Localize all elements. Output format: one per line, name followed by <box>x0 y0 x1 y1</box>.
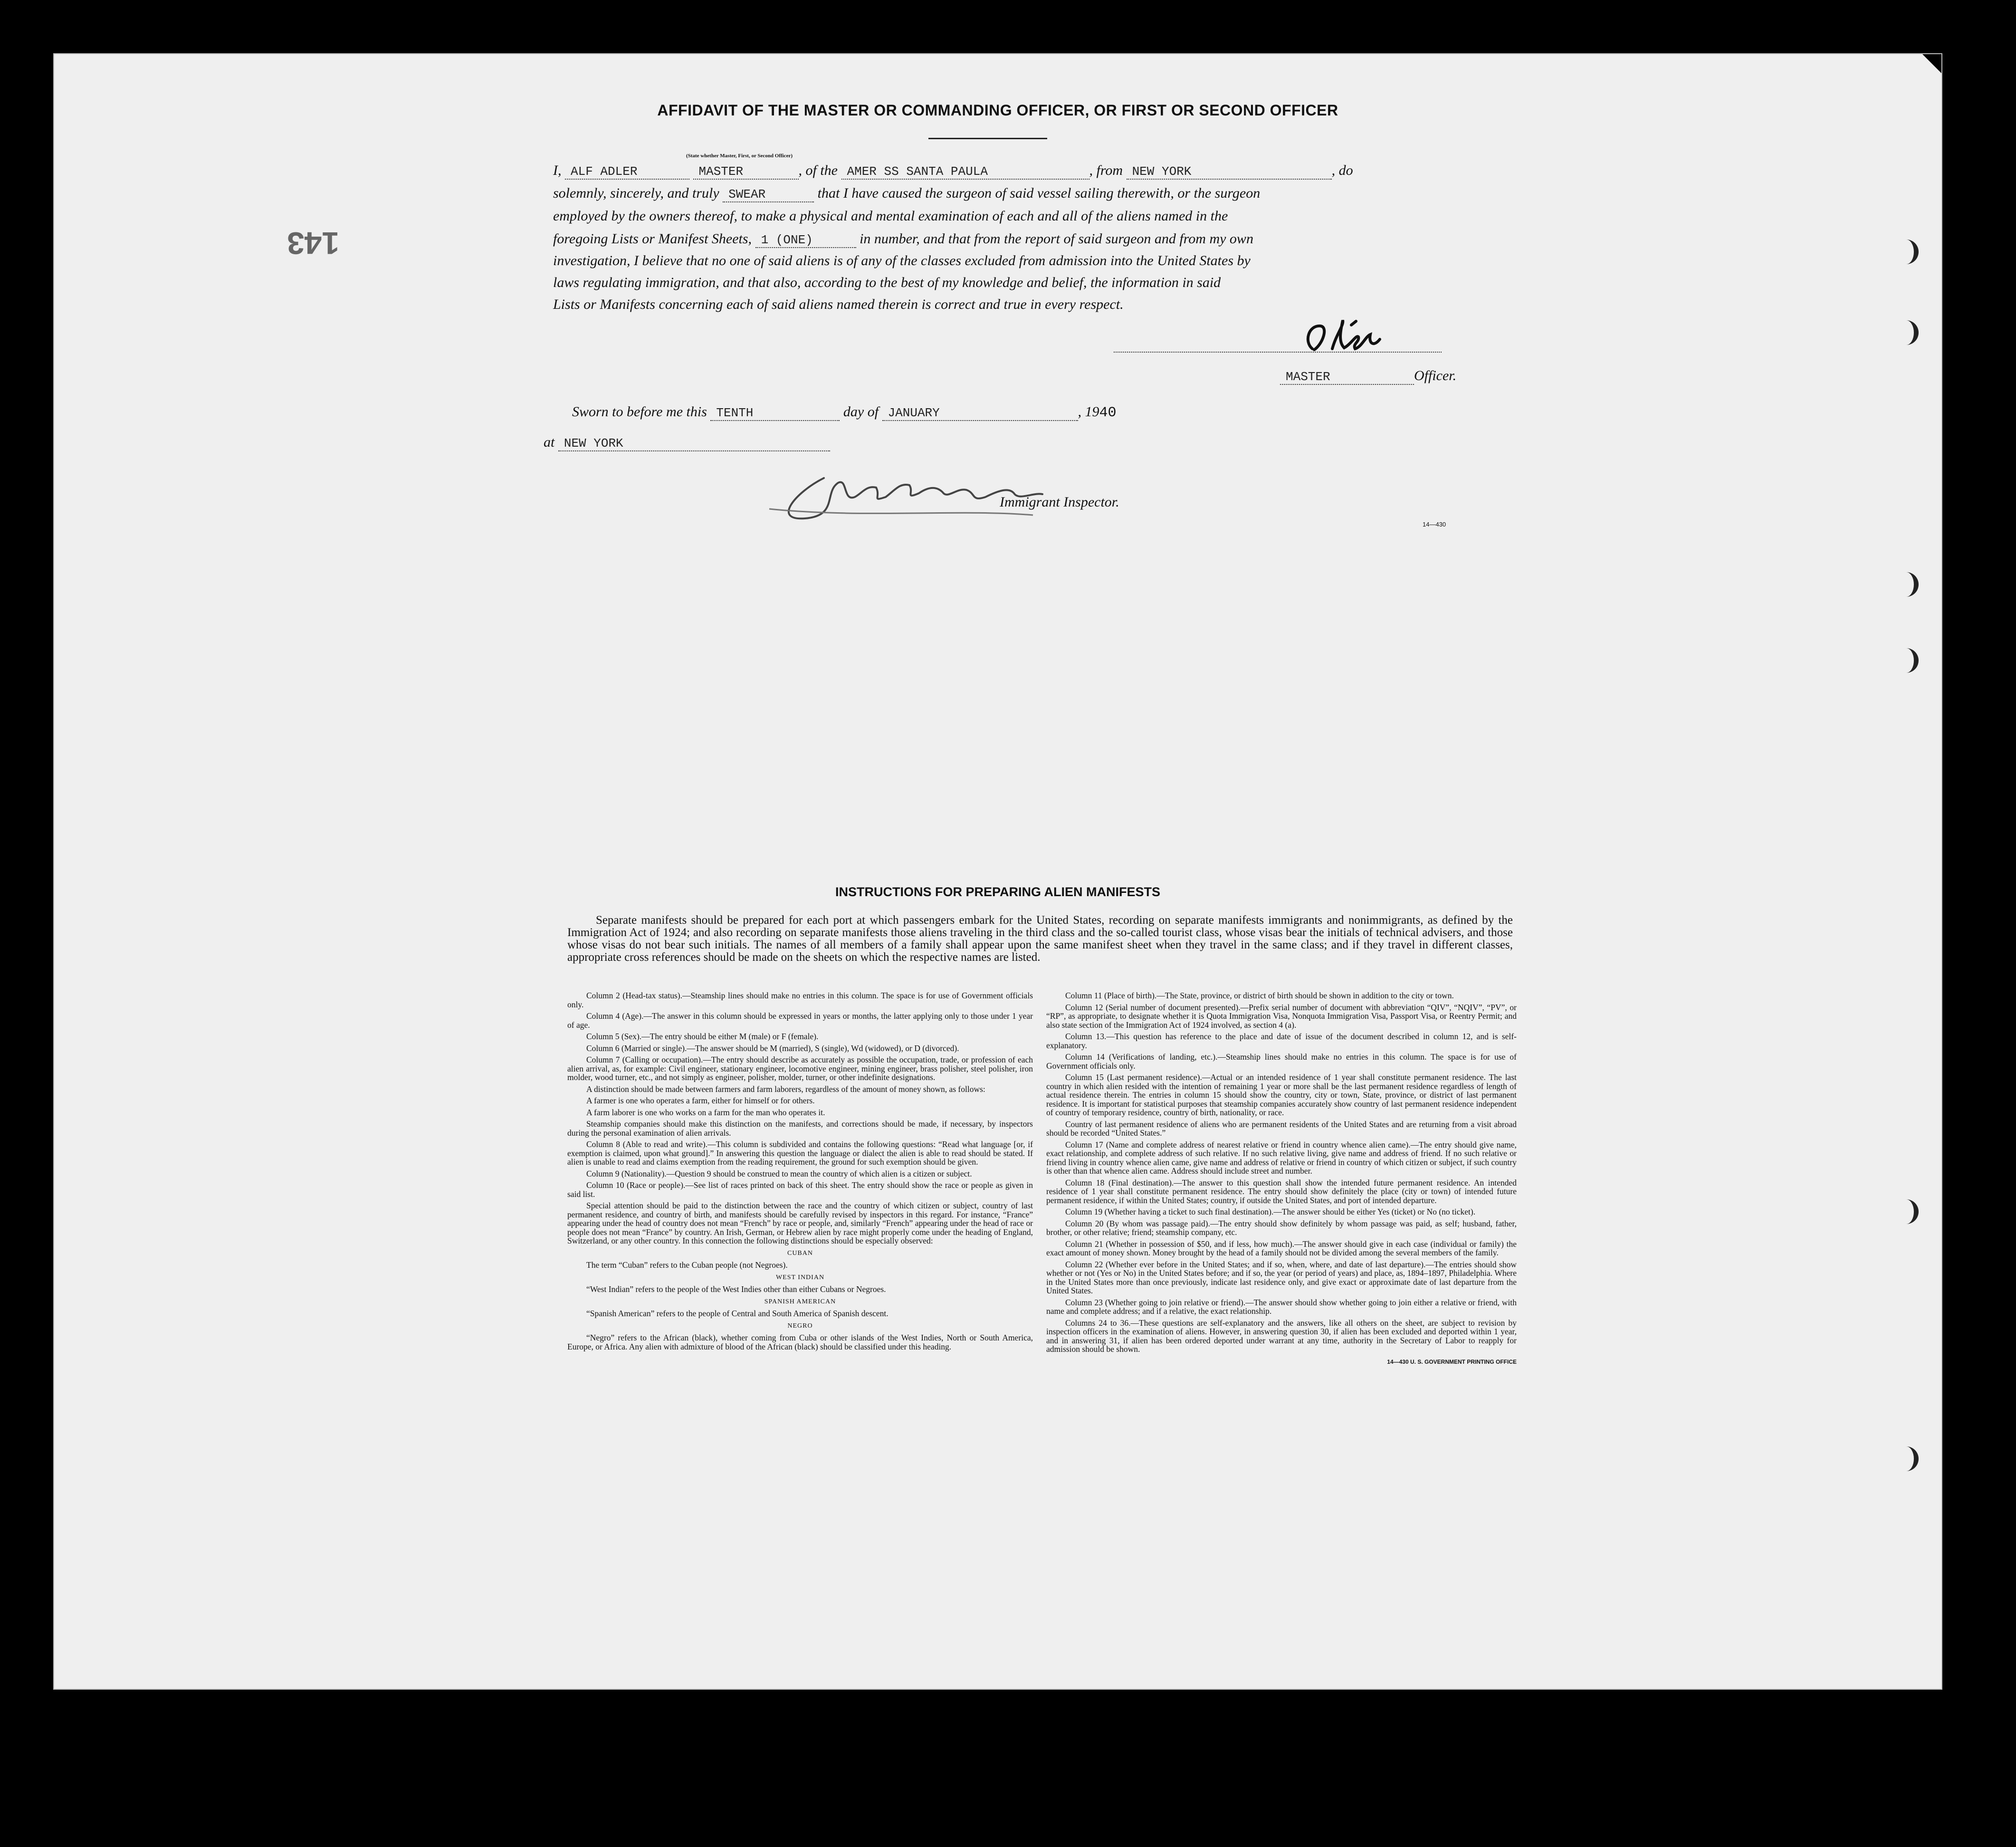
west-indian-definition: “West Indian” refers to the people of the West Indies other than either Cubans or Negroes. <box>586 1284 886 1294</box>
instruction-paragraph: Column 23 (Whether going to join relative or friend).—The answer should show whether going to join either a relative or friend, with name and complete address; and if a relative, the exact relationship. <box>1046 1297 1517 1316</box>
instruction-paragraph: Column 6 (Married or single).—The answer should be M (married), S (single), Wd (widowed), or D (divorced). <box>586 1043 959 1053</box>
affidavit-line-1 <box>553 153 1353 180</box>
inspector-label: Immigrant Inspector. <box>1000 494 1119 510</box>
west-indian-heading: WEST INDIAN <box>775 1273 825 1281</box>
instructions-title: INSTRUCTIONS FOR PREPARING ALIEN MANIFESTS <box>835 885 1161 899</box>
instruction-paragraph: Column 21 (Whether in possession of $50, and if less, how much).—The answer should give in each case (individual or family) the exact amount of money shown. Money brought by the head of a family should not be divided among the several members of the family. <box>1046 1239 1517 1257</box>
affidavit-text-3: in number, and that from the report of said surgeon and from my own <box>860 231 1253 247</box>
binding-hole-mark <box>1898 1199 1919 1224</box>
solemnly-label: solemnly, sincerely, and truly <box>553 185 719 201</box>
instruction-paragraph: Column 15 (Last permanent residence).—Actual or an intended residence of 1 year shall constitute permanent residence. The last country in which alien resided with the intention of remaining 1 year or more shall be the last permanent residence regardless of length of actual residence therein. The entries in column 15 should show the country, city or town, State, province, or district of last permanent residence. It is important for statistical purposes that steamship companies accurately show country of last permanent residence independent of country of temporary residence, country of birth, nationality, or race. <box>1046 1072 1517 1117</box>
binding-hole-mark <box>1898 1446 1919 1471</box>
folded-corner <box>1922 54 1941 73</box>
place-field: NEW YORK <box>558 436 830 451</box>
sheet-stamp-number: 143 <box>287 226 340 261</box>
affidavit-line-4 <box>553 231 1253 248</box>
officer-label: Officer. <box>1414 368 1457 383</box>
year-prefix: , 19 <box>1078 404 1099 420</box>
instruction-paragraph: Column 13.—This question has reference to the place and date of issue of the document described in column 12, and is self-explanatory. <box>1046 1032 1517 1050</box>
instruction-paragraph: Column 22 (Whether ever before in the United States; and if so, when, where, and date of last departure).—The entries should show whether or not (Yes or No) in the United States before; and if so, the year (or period of years) and place, as, 1894–1897, Philadelphia. Where in the United States more than once previously, indicate last residence only, and give exact or approximate date of last departure from the United States. <box>1046 1259 1517 1295</box>
oath-field: SWEAR <box>723 187 814 202</box>
form-number: 14—430 <box>1423 521 1446 528</box>
affidavit-line-5: investigation, I believe that no one of said aliens is of any of the classes excluded from admission into the United States by <box>553 253 1251 268</box>
sworn-line <box>572 404 1117 421</box>
binding-hole-mark <box>1898 572 1919 597</box>
instruction-paragraph: Column 4 (Age).—The answer in this column should be expressed in years or months, the latter applying only to those under 1 year of age. <box>567 1011 1033 1030</box>
at-label: at <box>544 434 555 450</box>
from-label: , from <box>1089 163 1123 178</box>
affidavit-line-7: Lists or Manifests concerning each of said aliens named therein is correct and true in every respect. <box>553 297 1124 312</box>
master-name-field: ALF ADLER <box>565 164 689 180</box>
binding-hole-mark <box>1898 320 1919 345</box>
sheet-count-field: 1 (ONE) <box>755 233 856 248</box>
instruction-paragraph: Special attention should be paid to the distinction between the race and the country of which citizen or subject, country of last permanent residence, and country of birth, and manifests should be carefully revised by inspectors in this regard. For instance, “France” appearing under the head of country does not mean “French” by race or people, and, similarly “French” appearing under the head of race or people does not mean “France” by country. An Irish, German, or Hebrew alien by race might properly come under the heading of England, Switzerland, or any other country. In this connection the following distinctions should be especially observed: <box>567 1201 1033 1245</box>
affidavit-title: AFFIDAVIT OF THE MASTER OR COMMANDING OFFICER, OR FIRST OR SECOND OFFICER <box>657 102 1338 119</box>
instruction-paragraph: Column 17 (Name and complete address of nearest relative or friend in country whence alien came).—The entry should give name, exact relationship, and complete address of such relative. If no such relative living, give name and address of friend. If no such relative or friend living in country whence alien came, give name and address of relative or friend in country of which citizen or subject, if such country is other than that whence alien came. Address should include street and number. <box>1046 1139 1517 1176</box>
place-line <box>544 434 830 451</box>
of-the-label: , of the <box>798 163 838 178</box>
spanish-american-heading: SPANISH AMERICAN <box>764 1298 836 1305</box>
sworn-label: Sworn to before me this <box>572 404 707 420</box>
affidavit-line-6: laws regulating immigration, and that also, according to the best of my knowledge and belief, the information in said <box>553 275 1221 290</box>
instruction-paragraph: Country of last permanent residence of aliens who are permanent residents of the United States and are returning from a visit abroad should be recorded “United States.” <box>1046 1119 1517 1138</box>
negro-definition: “Negro” refers to the African (black), whether coming from Cuba or other islands of the West Indies, North or South America, Europe, or Africa. Any alien with admixture of blood of the African (black) should be classified under this heading. <box>567 1333 1033 1351</box>
printer-mark: 14—430 U. S. GOVERNMENT PRINTING OFFICE <box>1387 1358 1517 1365</box>
affidavit-i-label: I, <box>553 163 562 178</box>
month-field: JANUARY <box>882 406 1078 421</box>
affidavit-text-1: that I have caused the surgeon of said vessel sailing therewith, or the surgeon <box>817 185 1261 201</box>
manifest-sheet <box>53 53 1942 1690</box>
instruction-paragraph: Column 19 (Whether having a ticket to such final destination).—The answer should be either Yes (ticket) or No (no ticket). <box>1065 1207 1476 1216</box>
title-rule <box>928 138 1047 139</box>
instruction-paragraph: Steamship companies should make this distinction on the manifests, and corrections should be made, if necessary, by inspectors during the personal examination of alien arrivals. <box>567 1119 1033 1138</box>
do-label: , do <box>1331 163 1353 178</box>
instructions-left-column <box>567 991 1033 1354</box>
officer-rank-field: MASTER <box>1280 370 1414 385</box>
instruction-paragraph: Columns 24 to 36.—These questions are self-explanatory and the answers, like all others on the sheet, are subject to revision by inspection officers in the examination of aliens. However, in answering question 30, if alien has been excluded and deported within 1 year, and in answering 31, if alien has been ordered deported under warrant at any time, authority in the Secretary of Labor to reapply for admission should be shown. <box>1046 1318 1517 1354</box>
instruction-paragraph: Column 20 (By whom was passage paid).—The entry should show definitely by whom passage was paid, as self; husband, father, brother, or other relative; friend; steamship company, etc. <box>1046 1218 1517 1237</box>
instruction-paragraph: Column 18 (Final destination).—The answer to this question shall show the intended future permanent residence. An intended residence of 1 year shall constitute permanent residence. The entry should show definitely the place (city or town) of intended future permanent residence, if within the United States; country, if outside the United States, and port of intended departure. <box>1046 1177 1517 1205</box>
cuban-heading: CUBAN <box>787 1249 813 1257</box>
instruction-paragraph: A farmer is one who operates a farm, either for himself or for others. <box>586 1096 815 1105</box>
instruction-paragraph: Column 12 (Serial number of document presented).—Prefix serial number of document with abbreviation “QIV”, “NQIV”, “PV”, or “RP”, as appropriate, to designate whether it is Quota Immigration Visa, Nonquota Immigration Visa, Passport Visa, or Reentry Permit; and also state section of the Immigration Act of 1924 involved, as section 4 (a). <box>1046 1002 1517 1030</box>
vessel-field: AMER SS SANTA PAULA <box>841 164 1089 180</box>
instruction-paragraph: A farm laborer is one who works on a farm for the man who operates it. <box>586 1107 825 1117</box>
instructions-intro: Separate manifests should be prepared for each port at which passengers embark for the United States, recording on separate manifests immigrants and nonimmigrants, as defined by the Immigration Act of 1924; and also recording on separate manifests those aliens traveling in the third class and the so-called tourist class, whose visas bear the initials of technical advisers, and those whose visas do not bear such initials. The names of all members of a family shall appear upon the same manifest sheet when they travel in the same class; and if they travel in different classes, appropriate cross references should be made on the sheets on which the respective names are listed. <box>567 914 1513 964</box>
spanish-american-definition: “Spanish American” refers to the people of Central and South America of Spanish descent. <box>586 1309 889 1318</box>
instructions-right-column <box>1046 991 1517 1369</box>
affidavit-line-2 <box>553 185 1260 202</box>
instruction-paragraph: A distinction should be made between farmers and farm laborers, regardless of the amount of money shown, as follows: <box>586 1084 985 1094</box>
instruction-paragraph: Column 8 (Able to read and write).—This column is subdivided and contains the following questions: “Read what language [or, if exemption is claimed, upon what ground].” In answering this question the language or dialect the alien is able to read should be stated. If alien is unable to read and claims exemption from the reading requirement, the ground for such exemption should be given. <box>567 1139 1033 1167</box>
negro-heading: NEGRO <box>787 1322 813 1330</box>
binding-hole-mark <box>1898 648 1919 673</box>
instruction-paragraph: Column 2 (Head-tax status).—Steamship lines should make no entries in this column. The space is for use of Government officials only. <box>567 991 1033 1009</box>
year-field: 40 <box>1099 405 1117 421</box>
instruction-paragraph: Column 14 (Verifications of landing, etc.).—Steamship lines should make no entries in this column. The space is for use of Government officials only. <box>1046 1052 1517 1071</box>
instruction-paragraph: Column 9 (Nationality).—Question 9 should be construed to mean the country of which alien is a citizen or subject. <box>586 1168 972 1178</box>
day-of-label: day of <box>843 404 879 420</box>
instruction-paragraph: Column 10 (Race or people).—See list of races printed on back of this sheet. The entry should show the race or people as given in said list. <box>567 1180 1033 1199</box>
instruction-paragraph: Column 5 (Sex).—The entry should be either M (male) or F (female). <box>586 1032 819 1041</box>
day-field: TENTH <box>710 406 840 421</box>
rank-hint: (State whether Master, First, or Second Officer) <box>686 153 793 159</box>
instruction-paragraph: Column 7 (Calling or occupation).—The entry should describe as accurately as possible the occupation, trade, or profession of each alien arrival, as, for example: Civil engineer, stationary engineer, locomotive engineer, mining engineer, brass polisher, steel polisher, iron molder, wood turner, etc., and not simply as engineer, polisher, molder, turner, or other indefinite designations. <box>567 1055 1033 1082</box>
officer-line <box>1280 368 1456 385</box>
cuban-definition: The term “Cuban” refers to the Cuban people (not Negroes). <box>586 1260 788 1270</box>
rank-field: MASTER <box>693 164 799 180</box>
binding-hole-mark <box>1898 239 1919 264</box>
master-signature <box>1299 316 1394 358</box>
foregoing-label: foregoing Lists or Manifest Sheets, <box>553 231 752 247</box>
port-field: NEW YORK <box>1127 164 1332 180</box>
instruction-paragraph: Column 11 (Place of birth).—The State, province, or district of birth should be shown in addition to the city or town. <box>1065 991 1454 1000</box>
affidavit-line-3: employed by the owners thereof, to make a physical and mental examination of each and all of the aliens named in the <box>553 208 1228 224</box>
